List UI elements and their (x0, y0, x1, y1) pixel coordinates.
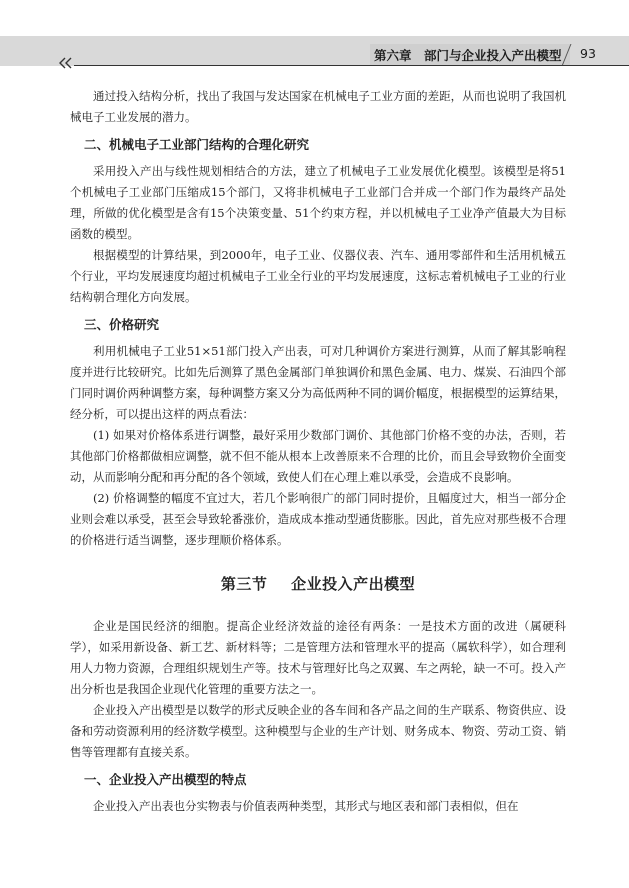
page-number: 93 (580, 46, 596, 61)
paragraph: 利用机械电子工业51×51部门投入产出表，可对几种调价方案进行测算，从而了解其影响程度并进行比较研究。比如先后测算了黑色金属部门单独调价和黑色金属、电力、煤炭、石油四个部门同时调价两种调整方案，每种调整方案又分为高低两种不同的调价幅度，根据模型的运算结果，经分析，可以提出这样的两点看法： (70, 344, 566, 421)
paragraph: 企业投入产出表也分实物表与价值表两种类型，其形式与地区表和部门表相似，但在 (93, 799, 519, 813)
section-name: 企业投入产出模型 (291, 575, 416, 593)
subheading-model-features: 一、企业投入产出模型的特点 (84, 772, 247, 787)
section-number: 第三节 (220, 575, 268, 593)
subheading-structure-rationalization: 二、机械电子工业部门结构的合理化研究 (84, 137, 310, 152)
header-rule (74, 65, 629, 66)
page-body (70, 86, 566, 817)
chapter-title: 第六章 部门与企业投入产出模型 (374, 48, 562, 63)
paragraph: 采用投入产出与线性规划相结合的方法，建立了机械电子工业发展优化模型。该模型是将51个机械电子工业部门压缩成15个部门，又将非机械电子工业部门合并成一个部门作为最终产品处理，所做的优化模型是含有15个决策变量、51个约束方程，并以机械电子工业净产值最大为目标函数的模型。 (70, 164, 566, 241)
double-chevron-left-icon (56, 55, 76, 71)
paragraph: 企业是国民经济的细胞。提高企业经济效益的途径有两条：一是技术方面的改进（属硬科学），如采用新设备、新工艺、新材料等；二是管理方法和管理水平的提高（属软科学），如合理利用人力物力资源，合理组织规划生产等。技术与管理好比鸟之双翼、车之两轮，缺一不可。投入产出分析也是我国企业现代化管理的重要方法之一。 (70, 619, 566, 696)
paragraph: 通过投入结构分析，找出了我国与发达国家在机械电子工业方面的差距，从而也说明了我国机械电子工业发展的潜力。 (70, 89, 566, 124)
section-title (70, 572, 566, 596)
paragraph: (1) 如果对价格体系进行调整，最好采用少数部门调价、其他部门价格不变的办法，否则，若其他部门价格都做相应调整，就不但不能从根本上改善原来不合理的比价，而且会导致物价全面变动，从而影响分配和再分配的各个领域，致使人们在心理上难以承受，会造成不良影响。 (70, 428, 566, 484)
paragraph: (2) 价格调整的幅度不宜过大，若几个影响很广的部门同时提价，且幅度过大，相当一部分企业则会难以承受，甚至会导致轮番涨价，造成成本推动型通货膨胀。因此，首先应对那些极不合理的价格进行适当调整，逐步理顺价格体系。 (70, 491, 566, 547)
subheading-price-research: 三、价格研究 (84, 317, 160, 332)
paragraph: 根据模型的计算结果，到2000年，电子工业、仪器仪表、汽车、通用零部件和生活用机械五个行业，平均发展速度均超过机械电子工业全行业的平均发展速度，这标志着机械电子工业的行业结构朝合理化方向发展。 (70, 248, 566, 304)
page-header (0, 0, 629, 72)
paragraph: 企业投入产出模型是以数学的形式反映企业的各车间和各产品之间的生产联系、物资供应、设备和劳动资源利用的经济数学模型。这种模型与企业的生产计划、财务成本、物资、劳动工资、销售等管理都有直接关系。 (70, 703, 566, 759)
